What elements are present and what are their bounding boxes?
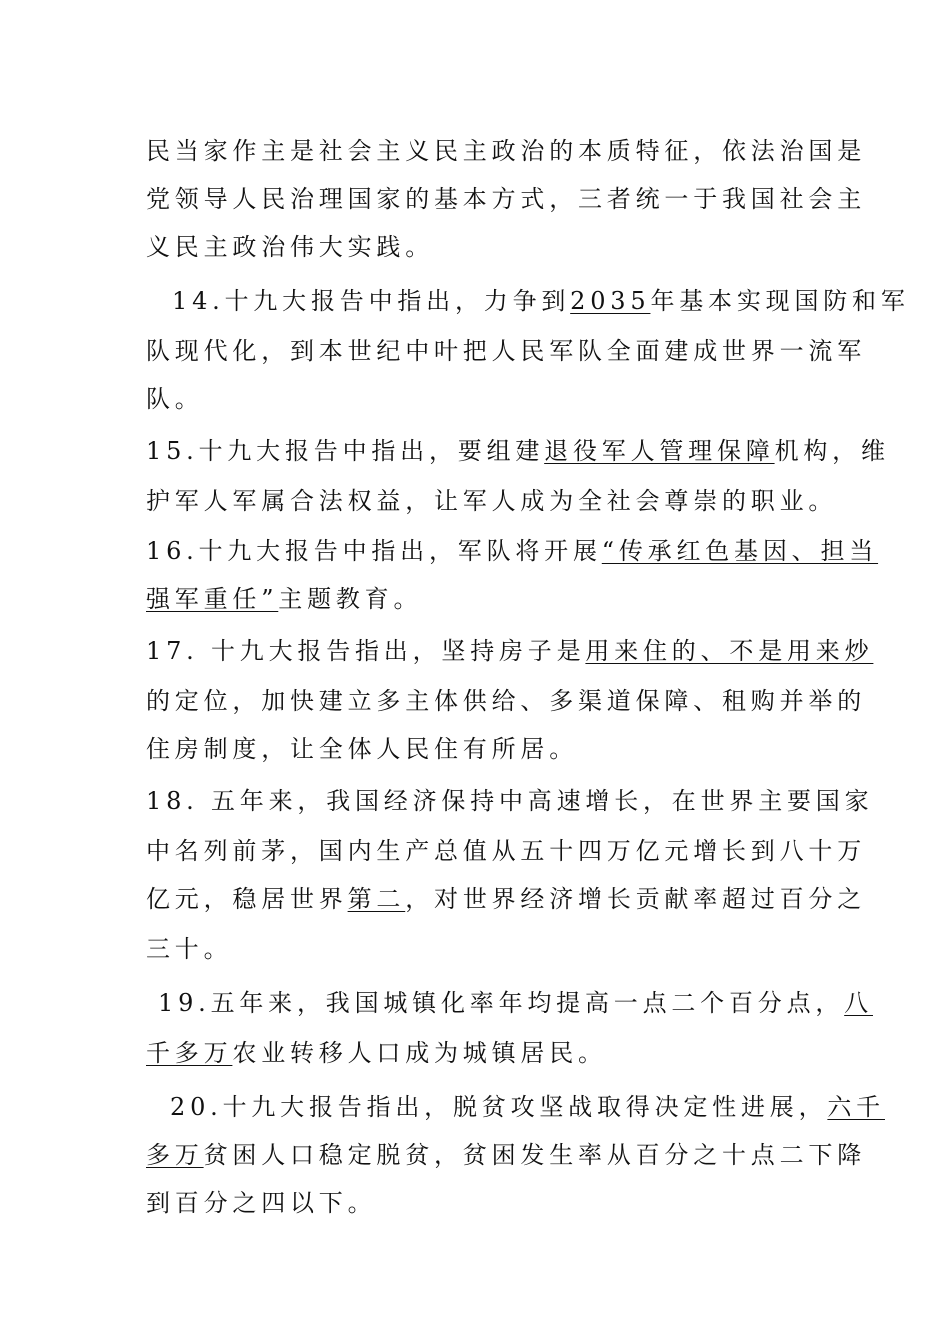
text-line [170, 1092, 885, 1122]
underlined-answer: 退役军人管理保障 [544, 437, 775, 465]
underlined-answer: 用来住的、不是用来炒 [585, 637, 874, 665]
underlined-answer: “传承红色基因、担当 [601, 537, 879, 565]
text-line [172, 286, 910, 316]
text-segment: 主题教育。 [278, 585, 423, 613]
text-segment: 14.十九大报告中指出，力争到 [172, 287, 571, 315]
text-segment: 年基本实现国防和军 [650, 287, 910, 315]
underlined-answer: 千多万 [146, 1039, 233, 1067]
text-segment: 队现代化，到本世纪中叶把人民军队全面建成世界一流军 [146, 337, 866, 365]
text-line [146, 884, 866, 914]
text-segment: 的定位，加快建立多主体供给、多渠道保障、租购并举的 [146, 687, 866, 715]
text-line [146, 686, 866, 716]
text-line [146, 1038, 607, 1068]
text-segment: 民当家作主是社会主义民主政治的本质特征，依法治国是 [146, 137, 866, 165]
text-line [146, 536, 878, 566]
text-line [146, 1188, 376, 1218]
text-segment: 三十。 [146, 935, 233, 963]
text-line [146, 384, 204, 414]
text-segment: 护军人军属合法权益，让军人成为全社会尊崇的职业。 [146, 487, 838, 515]
text-segment: 19.五年来，我国城镇化率年均提高一点二个百分点， [158, 989, 845, 1017]
text-segment: ，对世界经济增长贡献率超过百分之 [405, 885, 867, 913]
text-segment: 农业转移人口成为城镇居民。 [232, 1039, 607, 1067]
text-segment: 18. 五年来，我国经济保持中高速增长，在世界主要国家 [146, 787, 874, 815]
underlined-answer: 第二 [347, 885, 406, 913]
text-line [146, 136, 866, 166]
text-segment: 17. 十九大报告指出，坚持房子是 [146, 637, 586, 665]
text-line [146, 336, 866, 366]
text-line [146, 184, 866, 214]
text-line [158, 988, 873, 1018]
text-line [146, 934, 232, 964]
text-segment: 亿元，稳居世界 [146, 885, 348, 913]
text-segment: 义民主政治伟大实践。 [146, 233, 434, 261]
text-line [146, 1140, 866, 1170]
text-line [146, 584, 422, 614]
underlined-answer: 六千 [827, 1093, 885, 1121]
text-segment: 到百分之四以下。 [146, 1189, 377, 1217]
text-line [146, 636, 873, 666]
text-line [146, 836, 866, 866]
text-segment: 中名列前茅，国内生产总值从五十四万亿元增长到八十万 [146, 837, 866, 865]
underlined-answer: 2035 [570, 287, 651, 315]
text-segment: 机构，维 [774, 437, 890, 465]
underlined-answer: 八 [844, 989, 873, 1017]
text-segment: 贫困人口稳定脱贫，贫困发生率从百分之十点二下降 [203, 1141, 867, 1169]
underlined-answer: 多万 [146, 1141, 204, 1169]
text-line [146, 436, 890, 466]
text-segment: 15.十九大报告中指出，要组建 [146, 437, 545, 465]
text-line [146, 486, 837, 516]
text-segment: 党领导人民治理国家的基本方式，三者统一于我国社会主 [146, 185, 866, 213]
text-segment: 住房制度，让全体人民住有所居。 [146, 735, 578, 763]
text-line [146, 734, 578, 764]
text-segment: 队。 [146, 385, 204, 413]
text-line [146, 786, 873, 816]
text-line [146, 232, 434, 262]
text-segment: 20.十九大报告指出，脱贫攻坚战取得决定性进展， [170, 1093, 828, 1121]
text-segment: 16.十九大报告中指出，军队将开展 [146, 537, 602, 565]
underlined-answer: 强军重任” [146, 585, 279, 613]
